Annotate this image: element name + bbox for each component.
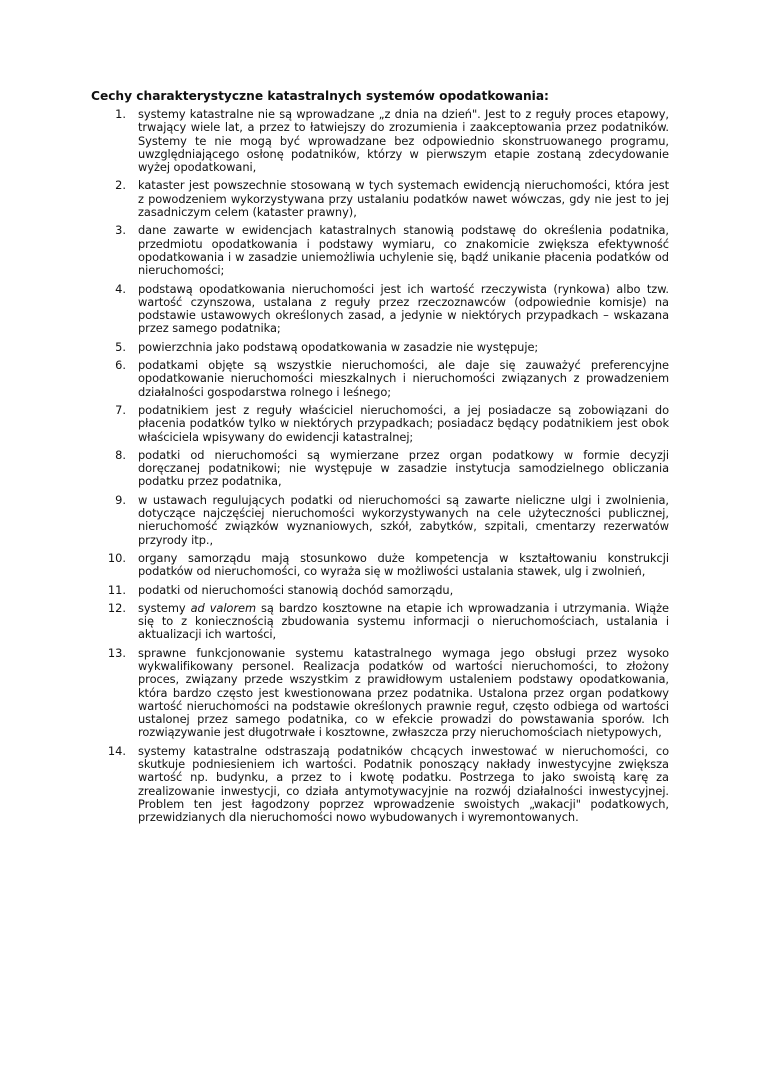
list-item-number: 1.	[115, 107, 126, 121]
list-item-number: 12.	[107, 600, 126, 615]
list-item-text: dane zawarte w ewidencjach katastralnych stanowią podstawę do określenia podatnika, przedmiotu opodatkowania i podstawy wymiaru, co znakomicie zwiększa efektywność opodatkowania i w zasadzie uniemożliwia uchylenie się, bądź unikanie płacenia podatków od nieruchomości;	[138, 223, 669, 278]
list-item	[91, 404, 669, 444]
list-item	[91, 647, 669, 740]
list-item	[91, 341, 669, 354]
list-item-text: podatki od nieruchomości stanowią dochód samorządu,	[138, 582, 454, 597]
characteristics-list	[91, 108, 669, 825]
list-item-number: 9.	[115, 492, 126, 507]
list-item-text: w ustawach regulujących podatki od nieruchomości są zawarte nieliczne ulgi i zwolnienia, dotyczące najczęściej nieruchomości wykorzystywanych na cele użyteczności publicznej, nieruchomość związków wyznaniowych, szkół, zabytków, szpitali, cmentarzy rezerwatów przyrody itp.,	[138, 492, 669, 547]
list-item	[91, 745, 669, 825]
document-page	[91, 88, 669, 830]
list-item-text: podatki od nieruchomości są wymierzane przez organ podatkowy w formie decyzji doręczanej podatnikowi; nie występuje w zasadzie instytucja samodzielnego obliczania podatku przez podatnika,	[138, 447, 669, 489]
list-item	[91, 224, 669, 277]
list-item-text: systemy katastralne nie są wprowadzane „z dnia na dzień". Jest to z reguły proces etapowy, trwający wiele lat, a przez to łatwiejszy do zrozumienia i zaakceptowania przez podatników. Systemy te nie mogą być wprowadzane bez odpowiednio skonstruowanego programu, uwzględniającego osłonę podatników, którzy w pierwszym etapie zostaną zdecydowanie wyżej opodatkowani,	[138, 107, 669, 175]
list-item	[91, 283, 669, 336]
list-item	[91, 552, 669, 579]
list-item	[91, 108, 669, 174]
list-item-number: 10.	[107, 550, 126, 565]
list-item-number: 5.	[115, 339, 126, 354]
list-item-number: 11.	[107, 582, 126, 597]
list-item-number: 4.	[115, 281, 126, 296]
list-item-text: organy samorządu mają stosunkowo duże kompetencja w kształtowaniu konstrukcji podatków od nieruchomości, co wyraża się w możliwości ustalania stawek, ulg i zwolnień,	[138, 550, 669, 579]
list-item-number: 3.	[115, 223, 126, 238]
list-item-text: systemy katastralne odstraszają podatników chcących inwestować w nieruchomości, co skutkuje podniesieniem ich wartości. Podatnik ponoszący nakłady inwestycyjne zwiększa wartość np. budynku, a przez to i kwotę podatku. Postrzega to jako swoistą karę za zrealizowanie inwestycji, co działa antymotywacyjnie na rozwój działalności inwestycyjnej. Problem ten jest łagodzony poprzez wprowadzenie swoistych „wakacji" podatkowych, przewidzianych dla nieruchomości nowo wybudowanych i wyremontowanych.	[138, 743, 669, 825]
list-item-number: 7.	[115, 402, 126, 417]
list-item-number: 2.	[115, 178, 126, 193]
list-item-text-italic: ad valorem	[190, 600, 256, 615]
list-item	[91, 602, 669, 642]
list-item	[91, 584, 669, 597]
document-title: Cechy charakterystyczne katastralnych systemów opodatkowania:	[91, 89, 549, 103]
list-item-text: kataster jest powszechnie stosowaną w tych systemach ewidencją nieruchomości, która jest z powodzeniem wykorzystywana przy ustalaniu podatków nawet wówczas, gdy nie jest to jej zasadniczym celem (kataster prawny),	[138, 178, 669, 220]
list-item-text: podatkami objęte są wszystkie nieruchomości, ale daje się zauważyć preferencyjne opodatkowanie nieruchomości mieszkalnych i nieruchomości związanych z prowadzeniem działalności gospodarstwa rolnego i leśnego;	[138, 358, 669, 399]
list-item-text-before: systemy	[138, 600, 191, 615]
list-item	[91, 494, 669, 547]
list-item	[91, 359, 669, 399]
list-item-number: 6.	[115, 358, 126, 373]
list-item-number: 13.	[107, 645, 126, 660]
list-item-text: podatnikiem jest z reguły właściciel nieruchomości, a jej posiadacze są zobowiązani do płacenia podatków tylko w niektórych przypadkach; posiadacz będący podatnikiem jest obok właściciela wpisywany do ewidencji katastralnej;	[138, 402, 669, 444]
list-item-text: podstawą opodatkowania nieruchomości jest ich wartość rzeczywista (rynkowa) albo tzw. wartość czynszowa, ustalana z reguły przez rzeczoznawców (odpowiednie komisje) na podstawie ustawowych określonych zasad, a jedynie w niektórych przypadkach – wskazana przez samego podatnika;	[138, 281, 669, 336]
list-item	[91, 449, 669, 489]
list-item-text: powierzchnia jako podstawą opodatkowania w zasadzie nie występuje;	[138, 339, 539, 354]
list-item-text-after: są bardzo kosztowne na etapie ich wprowadzania i utrzymania. Wiąże się to z koniecznością zbudowania systemu informacji o nieruchomościach, ustalania i aktualizacji ich wartości,	[138, 600, 669, 642]
list-item	[91, 179, 669, 219]
list-item-number: 14.	[107, 743, 126, 758]
list-item-text: sprawne funkcjonowanie systemu katastralnego wymaga jego obsługi przez wysoko wykwalifikowany personel. Realizacja podatków od wartości nieruchomości, to złożony proces, związany przede wszystkim z prawidłowym ustaleniem podstawy opodatkowania, która bardzo często jest kwestionowana przez podatnika. Ustalona przez organ podatkowy wartość nieruchomości na podstawie określonych prawnie reguł, często odbiega od wartości ustalonej przez samego podatnika, co w efekcie prowadzi do powstawania sporów. Ich rozwiązywanie jest długotrwałe i kosztowne, zwłaszcza przy nieruchomościach nietypowych,	[138, 645, 669, 740]
list-item-number: 8.	[115, 447, 126, 462]
list-item-text	[138, 602, 669, 642]
